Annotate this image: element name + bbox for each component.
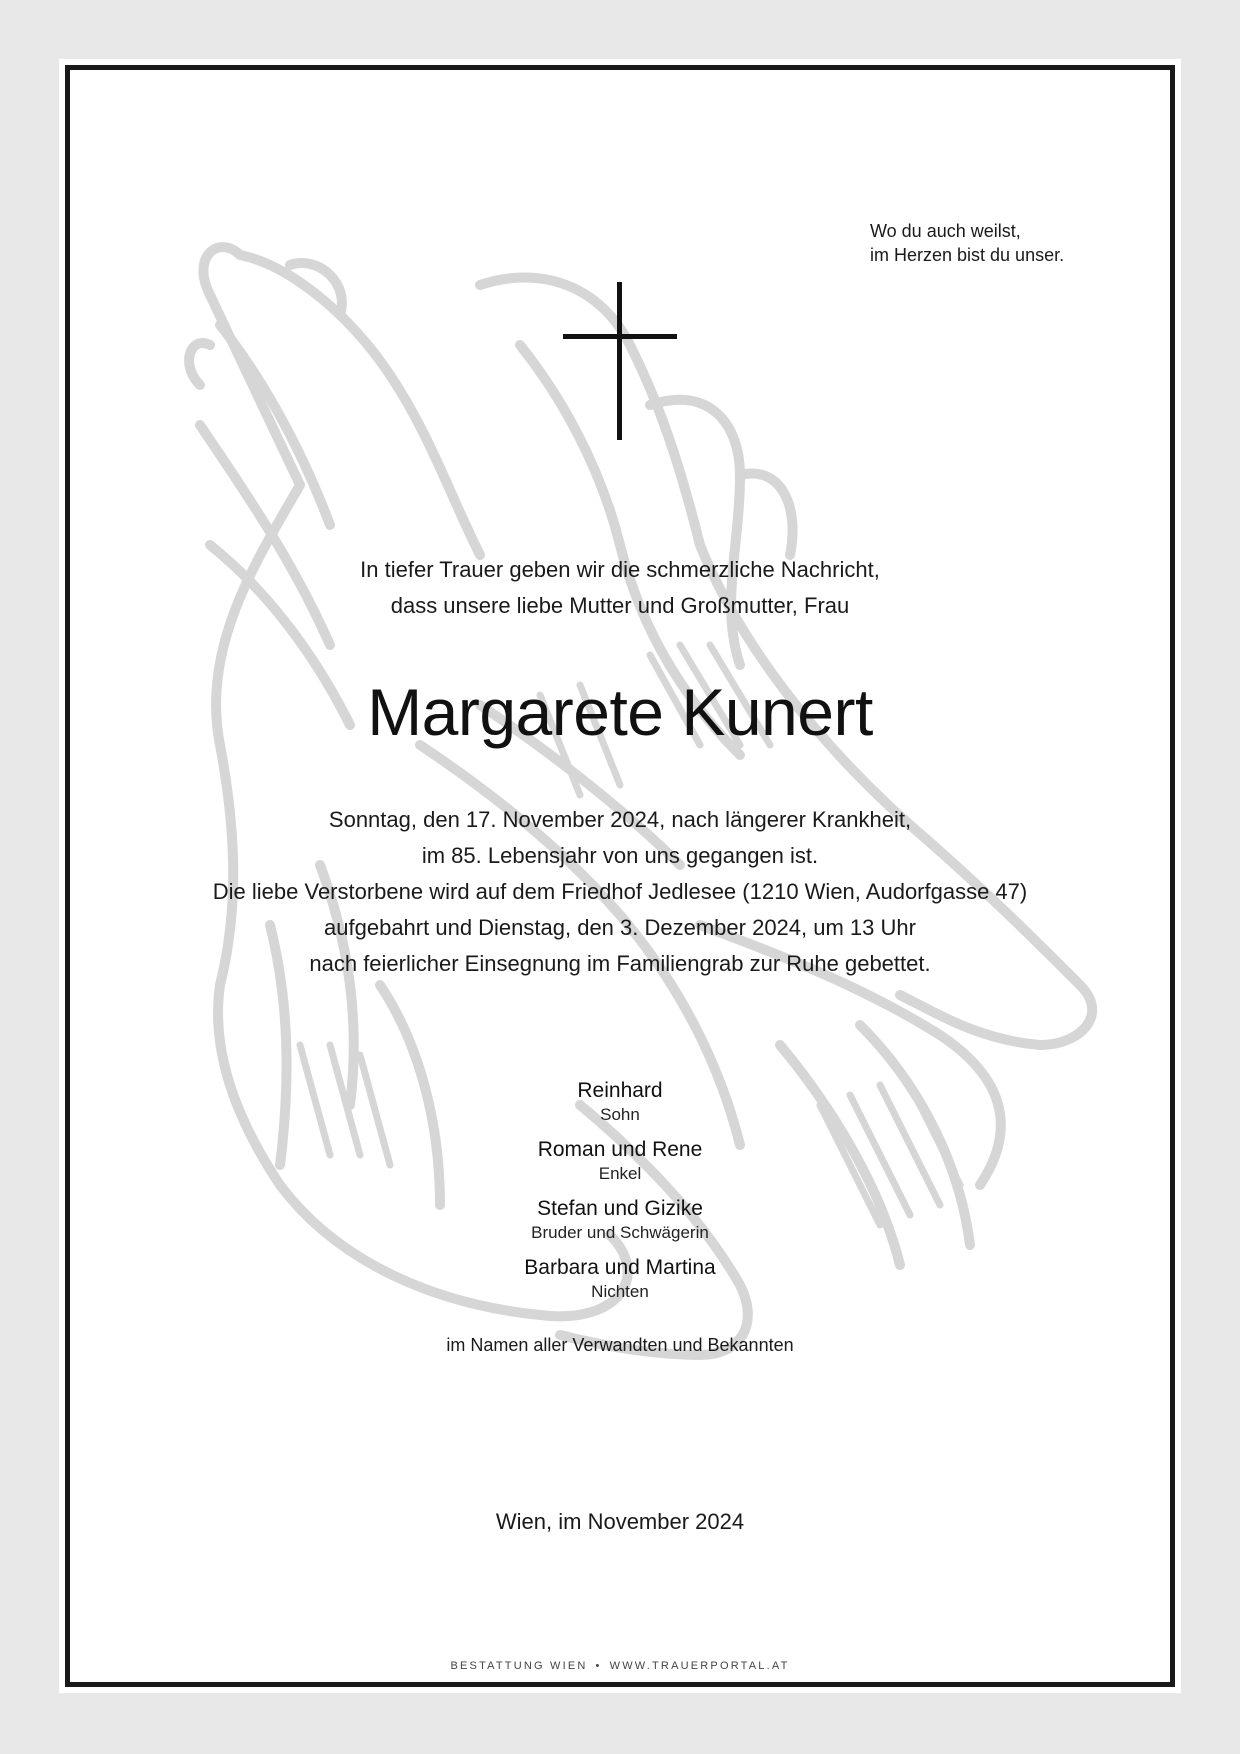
footer <box>70 1658 1170 1674</box>
details-line-2: im 85. Lebensjahr von uns gegangen ist. <box>421 843 819 868</box>
place-date: Wien, im November 2024 <box>495 1509 745 1534</box>
announcement-line-1: In tiefer Trauer geben wir die schmerzliche Nachricht, <box>360 557 880 582</box>
details-line-3: Die liebe Verstorbene wird auf dem Friedhof Jedlesee (1210 Wien, Audorfgasse 47) <box>212 879 1028 904</box>
mourner-relation: Bruder und Schwägerin <box>531 1223 709 1242</box>
mourner-relation: Nichten <box>591 1282 649 1301</box>
mourner <box>70 1195 1170 1244</box>
footer-company: BESTATTUNG WIEN <box>450 1660 588 1672</box>
mourner-name: Reinhard <box>577 1079 663 1102</box>
details-line-1: Sonntag, den 17. November 2024, nach längerer Krankheit, <box>328 807 912 832</box>
motto-line-1: Wo du auch weilst, <box>870 221 1021 241</box>
details-line-5: nach feierlicher Einsegnung im Familiengrab zur Ruhe gebettet. <box>309 951 931 976</box>
motto-line-2: im Herzen bist du unser. <box>870 245 1065 265</box>
death-details <box>70 802 1170 982</box>
announcement <box>70 552 1170 624</box>
mourner <box>70 1077 1170 1126</box>
mourner-name: Barbara und Martina <box>524 1256 716 1279</box>
cross-icon <box>563 282 677 440</box>
mourner <box>70 1254 1170 1303</box>
deceased-name: Margarete Kunert <box>367 675 873 749</box>
motto <box>870 219 1064 267</box>
mourner <box>70 1136 1170 1185</box>
details-line-4: aufgebahrt und Dienstag, den 3. Dezember 2024, um 13 Uhr <box>324 915 916 940</box>
mourners-list <box>70 1077 1170 1313</box>
announcement-line-2: dass unsere liebe Mutter und Großmutter, Frau <box>390 593 850 618</box>
behalf-line: im Namen aller Verwandten und Bekannten <box>446 1335 794 1355</box>
footer-separator: • <box>595 1660 602 1672</box>
mourner-name: Stefan und Gizike <box>537 1197 703 1220</box>
mourner-name: Roman und Rene <box>537 1138 703 1161</box>
footer-website: WWW.TRAUERPORTAL.AT <box>609 1660 790 1672</box>
mourner-relation: Sohn <box>600 1105 640 1124</box>
mourner-relation: Enkel <box>598 1164 642 1183</box>
